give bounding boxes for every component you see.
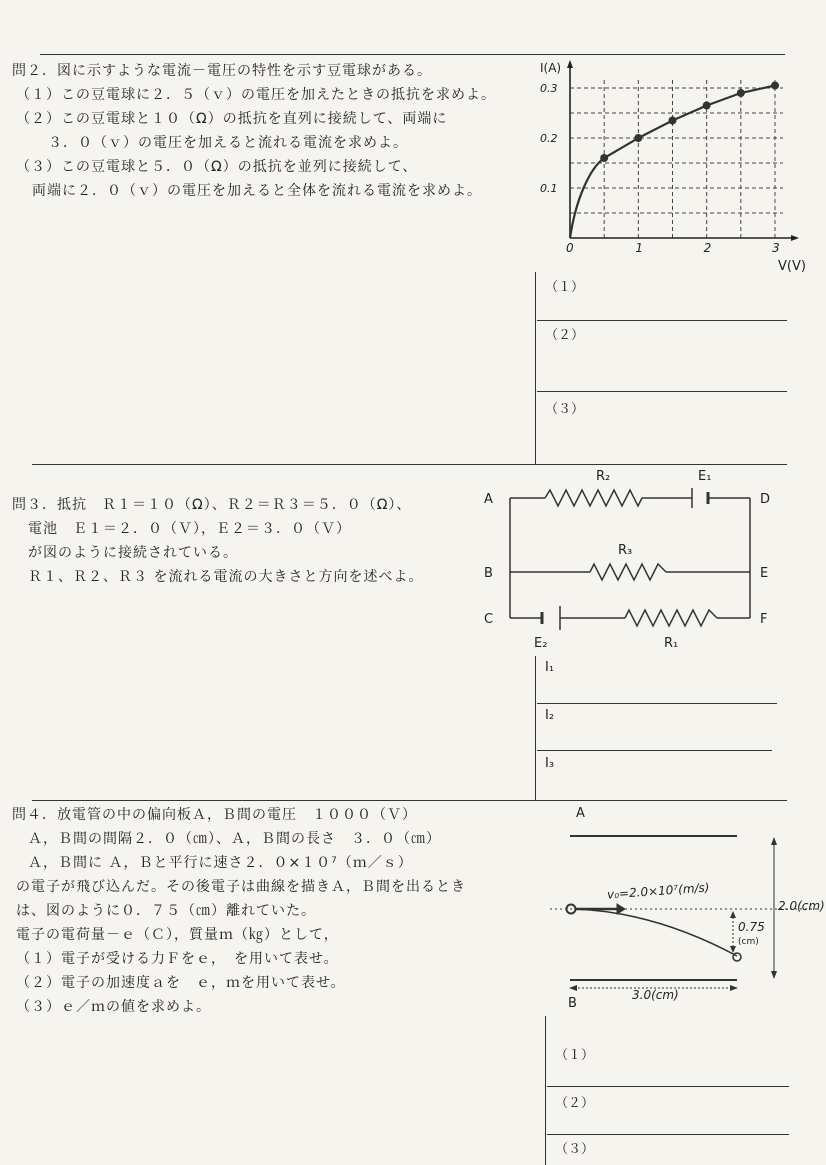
q4-answer-2: （２） bbox=[555, 1096, 595, 1111]
circuit-label-e1: E₁ bbox=[698, 469, 712, 484]
iv-x-tick-label: 2 bbox=[703, 241, 712, 255]
circuit-node-b: B bbox=[484, 566, 493, 581]
iv-data-point bbox=[771, 82, 779, 90]
q2-item-1: （１）この豆電球に２．５（ｖ）の電圧を加えたときの抵抗を求めよ。 bbox=[16, 87, 496, 103]
deflection-unit: (cm) bbox=[738, 937, 759, 947]
iv-chart bbox=[540, 58, 806, 278]
q2-answer-2: （２） bbox=[545, 328, 585, 343]
q3-answer-i2: I₂ bbox=[545, 708, 555, 723]
circuit-node-e: E bbox=[760, 566, 769, 581]
velocity-note: v₀=2.0×10⁷(m/s) bbox=[606, 880, 710, 902]
iv-x-tick-label: 1 bbox=[635, 241, 643, 255]
q4-line-6: 電子の電荷量－ｅ（Ｃ），質量ｍ（㎏）として， bbox=[16, 927, 339, 943]
circuit-node-c: C bbox=[484, 612, 494, 627]
iv-ticks bbox=[540, 82, 780, 255]
q4-answer-3: （３） bbox=[555, 1142, 595, 1157]
iv-x-axis-label: V(V) bbox=[778, 259, 806, 274]
q2-item-2: （２）この豆電球と１０（Ω）の抵抗を直列に接続して、両端に bbox=[16, 111, 448, 127]
length-note: 3.0(cm) bbox=[632, 988, 679, 1002]
q3-line-3: が図のように接続されている。 bbox=[28, 545, 238, 561]
q4-line-5: は、図のように０．７５（㎝）離れていた。 bbox=[16, 903, 316, 919]
iv-data-point bbox=[669, 117, 677, 125]
circuit-node-f: F bbox=[760, 612, 768, 627]
q3-answer-divider-1 bbox=[537, 703, 777, 704]
q3-line-4: Ｒ１、Ｒ２、Ｒ３ を流れる電流の大きさと方向を述べよ。 bbox=[28, 569, 424, 585]
iv-points bbox=[600, 82, 779, 163]
q3-title: 問３．抵抗 Ｒ１＝１０（Ω）、Ｒ２＝Ｒ３＝５．０（Ω）、 bbox=[12, 497, 412, 513]
q2-bottom-rule bbox=[32, 464, 787, 465]
q2-answer-1: （１） bbox=[545, 280, 585, 295]
deflection-note: 0.75 bbox=[738, 920, 765, 934]
iv-x-tick-label: 0 bbox=[566, 241, 574, 255]
circuit-node-a: A bbox=[484, 492, 493, 507]
circuit-diagram bbox=[480, 468, 780, 648]
iv-data-point bbox=[737, 89, 745, 97]
q2-item-3: （３）この豆電球と５．０（Ω）の抵抗を並列に接続して、 bbox=[16, 159, 418, 175]
circuit-label-r3: R₃ bbox=[618, 543, 633, 558]
q4-item-1: （１）電子が受ける力Ｆをｅ， を用いて表せ。 bbox=[16, 951, 339, 967]
circuit-label-r2: R₂ bbox=[596, 469, 611, 484]
q4-line-3: Ａ，Ｂ間に Ａ，Ｂと平行に速さ２．０×１０⁷（ｍ／ｓ） bbox=[28, 855, 413, 871]
q2-item-2-cont: ３．０（ｖ）の電圧を加えると流れる電流を求めよ。 bbox=[48, 135, 408, 151]
q3-answer-i3: I₃ bbox=[545, 756, 555, 771]
iv-y-axis-label: I(A) bbox=[540, 61, 562, 75]
plate-a-label: A bbox=[576, 806, 585, 821]
q2-answer-divider-1 bbox=[537, 320, 787, 321]
q3-line-2: 電池 Ｅ１＝２．０（Ｖ），Ｅ２＝３．０（Ｖ） bbox=[28, 521, 351, 537]
iv-data-point bbox=[703, 102, 711, 110]
circuit-label-e2: E₂ bbox=[534, 636, 548, 651]
iv-x-tick-label: 3 bbox=[772, 241, 780, 255]
q4-line-2: Ａ，Ｂ間の間隔２．０（㎝）、Ａ，Ｂ間の長さ ３．０（㎝） bbox=[28, 831, 441, 847]
q4-answer-left-rule bbox=[545, 1016, 546, 1165]
q3-answer-left-rule bbox=[535, 656, 536, 800]
q4-title: 問４．放電管の中の偏向板Ａ，Ｂ間の電圧 １０００（Ｖ） bbox=[12, 807, 417, 823]
circuit-label-r1: R₁ bbox=[664, 636, 679, 651]
q2-title: 問２．図に示すような電流－電圧の特性を示す豆電球がある。 bbox=[12, 63, 432, 79]
q4-line-4: の電子が飛び込んだ。その後電子は曲線を描きＡ，Ｂ間を出るとき bbox=[16, 879, 466, 895]
q4-answer-1: （１） bbox=[555, 1048, 595, 1063]
q4-item-3: （３）ｅ／ｍの値を求めよ。 bbox=[16, 999, 211, 1015]
iv-y-arrow bbox=[567, 60, 573, 68]
iv-y-tick-label: 0.1 bbox=[540, 182, 558, 195]
circuit-node-d: D bbox=[760, 492, 771, 507]
gap-note: 2.0(cm) bbox=[778, 899, 825, 913]
q2-answer-divider-2 bbox=[537, 391, 787, 392]
iv-data-point bbox=[600, 154, 608, 162]
q3-bottom-rule bbox=[32, 800, 787, 801]
iv-y-tick-label: 0.2 bbox=[540, 132, 558, 145]
q2-answer-3: （３） bbox=[545, 402, 585, 417]
q2-item-3-cont: 両端に２．０（ｖ）の電圧を加えると全体を流れる電流を求めよ。 bbox=[32, 183, 482, 199]
top-rule bbox=[40, 54, 785, 55]
iv-data-point bbox=[634, 134, 642, 142]
q2-answer-left-rule bbox=[535, 272, 536, 464]
q3-answer-i1: I₁ bbox=[545, 660, 555, 675]
q4-item-2: （２）電子の加速度ａを ｅ，ｍを用いて表せ。 bbox=[16, 975, 346, 991]
plate-b-label: B bbox=[568, 996, 577, 1011]
q3-answer-divider-2 bbox=[537, 750, 772, 751]
iv-y-tick-label: 0.3 bbox=[540, 82, 558, 95]
q4-answer-divider-2 bbox=[547, 1134, 789, 1135]
q4-answer-divider-1 bbox=[547, 1086, 789, 1087]
iv-x-arrow bbox=[791, 235, 799, 241]
